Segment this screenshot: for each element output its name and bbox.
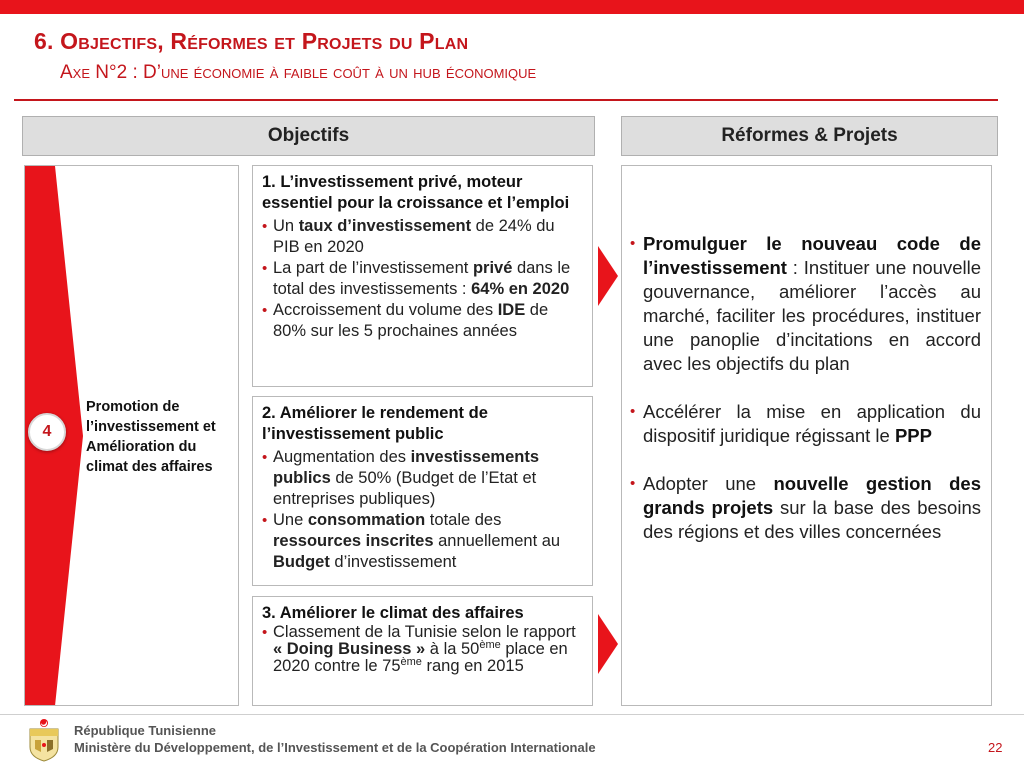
objective-bullet: • Accroissement du volume des IDE de 80% sur les 5 prochaines années	[262, 300, 584, 342]
page-subtitle: Axe N°2 : D’une économie à faible coût à un hub économique	[60, 62, 537, 83]
page-title: 6. Objectifs, Réformes et Projets du Plan	[34, 28, 469, 54]
reform-item: • Promulguer le nouveau code de l’investissement : Instituer une nouvelle gouvernance, améliorer l’accès au marché, faciliter les procédures, instituer une panoplie d’incitations en accord avec les objectifs du plan	[630, 232, 981, 376]
page-number: 22	[988, 740, 1003, 755]
footer-ministry: Ministère du Développement, de l’Investissement et de la Coopération Internationale	[74, 740, 596, 755]
objective-bullet: • Un taux d’investissement de 24% du PIB en 2020	[262, 216, 584, 258]
axis-panel	[24, 165, 239, 706]
top-red-bar	[0, 0, 1024, 14]
objective-bullet: • Une consommation totale des ressources inscrites annuellement au Budget d’investissement	[262, 510, 584, 573]
axis-number-badge: 4	[28, 413, 66, 451]
objective-box-1	[252, 165, 593, 387]
reformes-panel	[621, 165, 992, 706]
arrow-right-icon	[598, 246, 618, 306]
reform-item: • Adopter une nouvelle gestion des grands projets sur la base des besoins des régions et des villes concernées	[630, 472, 981, 544]
objective-title: 2. Améliorer le rendement de l’investissement public	[262, 404, 488, 443]
objectifs-header: Objectifs	[22, 116, 595, 156]
footer-divider	[0, 714, 1024, 715]
objective-bullet: • La part de l’investissement privé dans le total des investissements : 64% en 2020	[262, 258, 584, 300]
objective-title: 3. Améliorer le climat des affaires	[262, 604, 524, 622]
title-divider	[14, 99, 998, 101]
arrow-right-icon	[598, 614, 618, 674]
objective-box-2	[252, 396, 593, 586]
objective-title: 1. L’investissement privé, moteur essentiel pour la croissance et l’emploi	[262, 173, 570, 212]
objective-box-3	[252, 596, 593, 706]
footer-country: République Tunisienne	[74, 723, 217, 738]
objective-bullet: • Classement de la Tunisie selon le rapport « Doing Business » à la 50ème place en 2020 contre le 75ème rang en 2015	[262, 624, 584, 675]
objective-bullet: • Augmentation des investissements publics de 50% (Budget de l’Etat et entreprises publiques)	[262, 447, 584, 510]
axis-label: Promotion de l’investissement et Amélioration du climat des affaires	[86, 399, 216, 475]
republic-emblem-icon	[26, 718, 62, 762]
reformes-header: Réformes & Projets	[621, 116, 998, 156]
reform-item: • Accélérer la mise en application du dispositif juridique régissant le PPP	[630, 400, 981, 448]
